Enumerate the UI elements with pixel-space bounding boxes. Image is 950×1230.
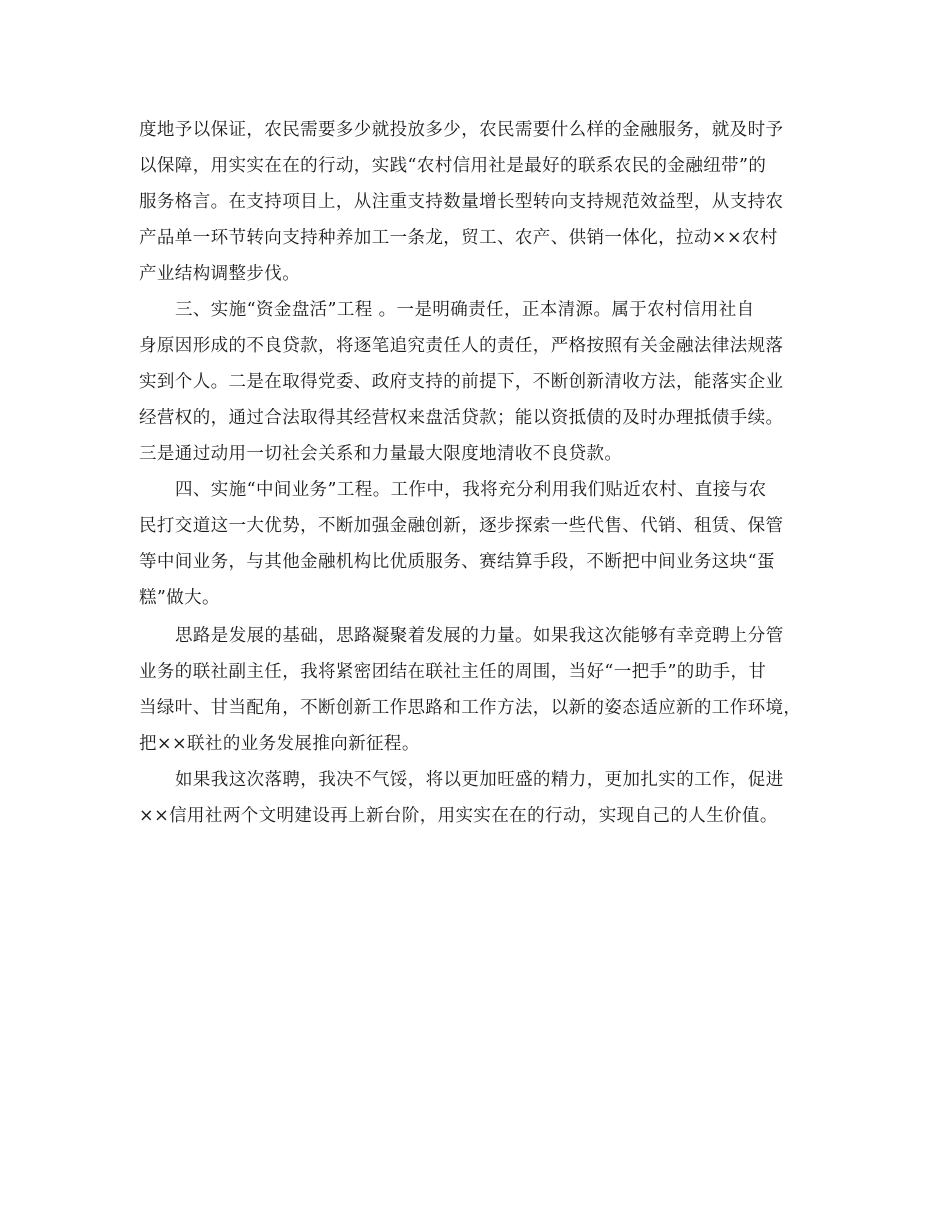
text-line: 糕”做大。 — [139, 588, 220, 608]
text-line: 产品单一环节转向支持种养加工一条龙，贸工、农产、供销一体化，拉动××农村 — [139, 228, 778, 248]
paragraph-first-line: 三、实施“资金盘活”工程 。一是明确责任，正本清源。属于农村信用社自 — [175, 300, 755, 320]
text-line: 三是通过动用一切社会关系和力量最大限度地清收不良贷款。 — [139, 444, 623, 464]
text-line: 身原因形成的不良贷款，将逐笔追究责任人的责任，严格按照有关金融法律法规落 — [139, 336, 784, 356]
text-line: ××信用社两个文明建设再上新台阶，用实实在在的行动，实现自己的人生价值。 — [139, 806, 778, 826]
text-line: 民打交道这一大优势，不断加强金融创新，逐步探索一些代售、代销、租赁、保管 — [139, 516, 784, 536]
text-line: 产业结构调整步伐。 — [139, 264, 301, 284]
text-line: 把××联社的业务发展推向新征程。 — [139, 734, 420, 754]
paragraph-first-line: 思路是发展的基础，思路凝聚着发展的力量。如果我这次能够有幸竞聘上分管 — [175, 626, 784, 646]
text-line: 实到个人。二是在取得党委、政府支持的前提下，不断创新清收方法，能落实企业 — [139, 372, 784, 392]
text-line: 当绿叶、甘当配角，不断创新工作思路和工作方法，以新的姿态适应新的工作环境， — [139, 698, 802, 718]
text-line: 等中间业务，与其他金融机构比优质服务、赛结算手段，不断把中间业务这块“蛋 — [139, 552, 775, 572]
text-line: 度地予以保证，农民需要多少就投放多少，农民需要什么样的金融服务，就及时予 — [139, 120, 784, 140]
paragraph-first-line: 如果我这次落聘，我决不气馁，将以更加旺盛的精力，更加扎实的工作，促进 — [175, 770, 784, 790]
text-line: 服务格言。在支持项目上，从注重支持数量增长型转向支持规范效益型，从支持农 — [139, 192, 784, 212]
text-line: 以保障，用实实在在的行动，实践“农村信用社是最好的联系农民的金融纽带”的 — [139, 156, 767, 176]
text-line: 经营权的，通过合法取得其经营权来盘活贷款；能以资抵债的及时办理抵债手续。 — [139, 408, 784, 428]
paragraph-first-line: 四、实施“中间业务”工程。工作中，我将充分利用我们贴近农村、直接与农 — [175, 480, 767, 500]
text-line: 业务的联社副主任，我将紧密团结在联社主任的周围，当好“一把手”的助手，甘 — [139, 662, 767, 682]
